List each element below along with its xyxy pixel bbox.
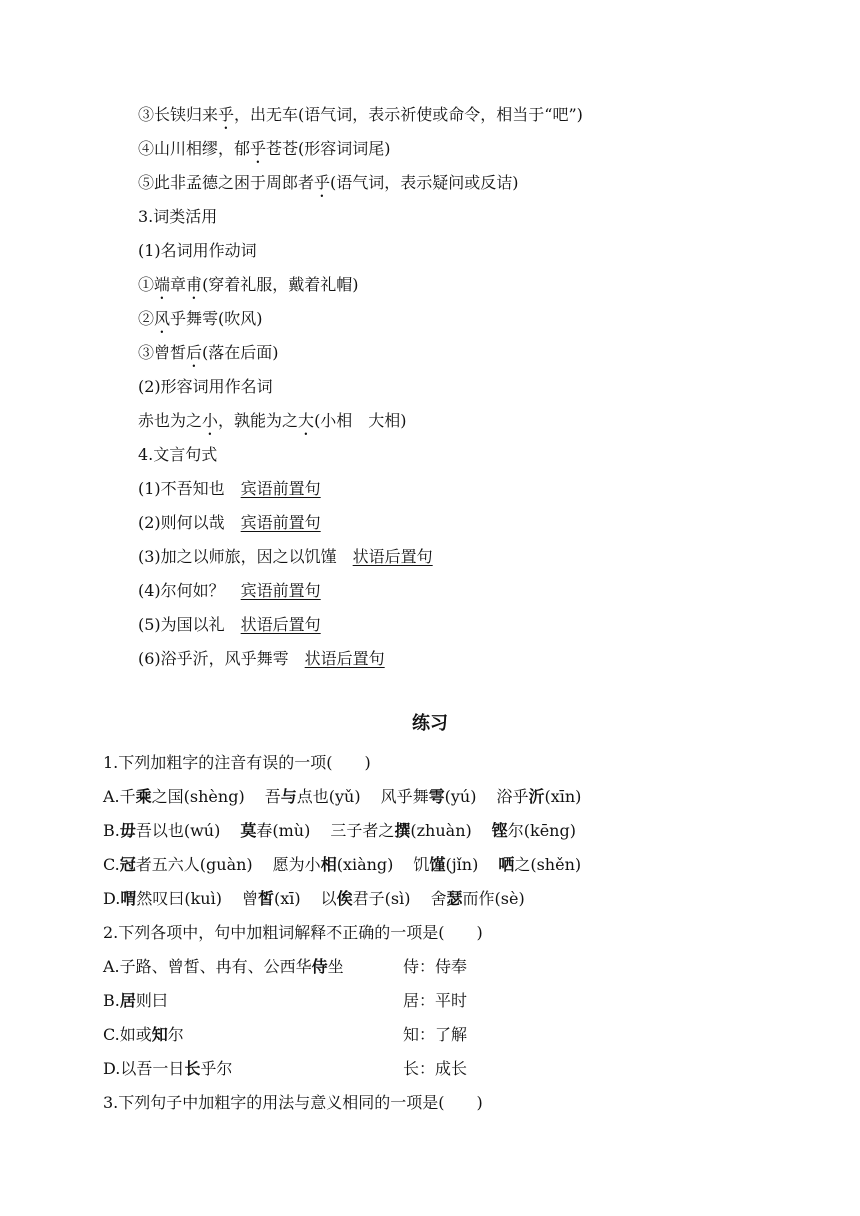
question-1-option-d[interactable]: D.喟然叹曰(kuì) 曾皙(xī) 以俟君子(sì) 舍瑟而作(sè): [103, 889, 525, 908]
question-2-stem: 2.下列各项中，句中加粗词解释不正确的一项是( ): [103, 923, 483, 942]
adj-noun-example: 赤也为之小，孰能为之大(小相 大相): [138, 411, 407, 430]
question-1-option-b[interactable]: B.毋吾以也(wú) 莫春(mù) 三子者之撰(zhuàn) 铿尔(kēng): [103, 821, 576, 840]
exercise-title: 练习: [412, 713, 448, 734]
sentence-pattern-2: (2)则何以哉 宾语前置句: [138, 513, 321, 532]
question-2-option-a-gloss: 侍：侍奉: [403, 957, 468, 976]
section-heading-sentence-patterns: 4.文言句式: [138, 445, 218, 464]
section-heading-word-class: 3.词类活用: [138, 207, 218, 226]
sentence-pattern-1: (1)不吾知也 宾语前置句: [138, 479, 321, 498]
particle-example-3: ③长铗归来乎，出无车(语气词，表示祈使或命令，相当于“吧”): [138, 105, 583, 124]
sentence-pattern-5: (5)为国以礼 状语后置句: [138, 615, 321, 634]
subheading-noun-as-verb: (1)名词用作动词: [138, 241, 257, 260]
question-2-option-d[interactable]: D.以吾一日长乎尔: [103, 1059, 233, 1078]
question-1-option-c[interactable]: C.冠者五六人(guàn) 愿为小相(xiàng) 饥馑(jǐn) 哂之(shěn): [103, 855, 582, 874]
sentence-pattern-4: (4)尔何如？ 宾语前置句: [138, 581, 321, 600]
question-2-option-a[interactable]: A.子路、曾皙、冉有、公西华侍坐: [103, 957, 344, 976]
sentence-pattern-3: (3)加之以师旅，因之以饥馑 状语后置句: [138, 547, 433, 566]
noun-verb-example-2: ②风乎舞雩(吹风): [138, 309, 263, 328]
subheading-adj-as-noun: (2)形容词用作名词: [138, 377, 273, 396]
particle-example-4: ④山川相缪，郁乎苍苍(形容词词尾): [138, 139, 391, 158]
noun-verb-example-1: ①端章甫(穿着礼服，戴着礼帽): [138, 275, 359, 294]
noun-verb-example-3: ③曾皙后(落在后面): [138, 343, 279, 362]
sentence-pattern-6: (6)浴乎沂，风乎舞雩 状语后置句: [138, 649, 385, 668]
question-2-option-b-gloss: 居：平时: [403, 991, 468, 1010]
question-2-option-d-gloss: 长：成长: [403, 1059, 468, 1078]
particle-example-5: ⑤此非孟德之困于周郎者乎(语气词，表示疑问或反诘): [138, 173, 519, 192]
question-1-stem: 1.下列加粗字的注音有误的一项( ): [103, 753, 371, 772]
question-2-option-b[interactable]: B.居则曰: [103, 991, 168, 1010]
question-2-option-c[interactable]: C.如或知尔: [103, 1025, 184, 1044]
question-1-option-a[interactable]: A.千乘之国(shèng) 吾与点也(yǔ) 风乎舞雩(yú) 浴乎沂(xīn): [103, 787, 582, 806]
question-3-stem: 3.下列句子中加粗字的用法与意义相同的一项是( ): [103, 1093, 483, 1112]
question-2-option-c-gloss: 知：了解: [403, 1025, 468, 1044]
